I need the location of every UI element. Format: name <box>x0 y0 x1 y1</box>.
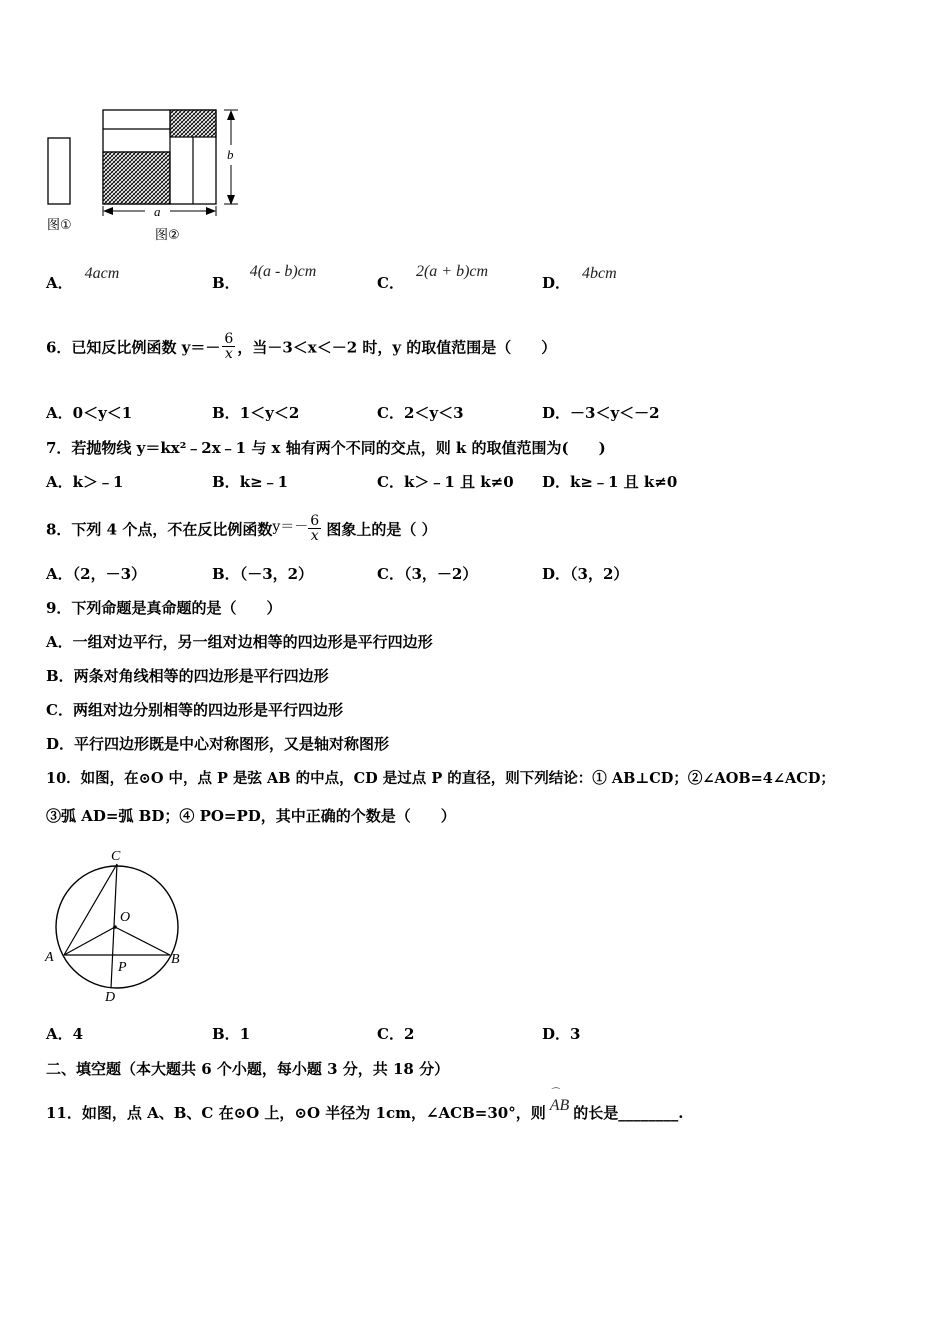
q7-option-a[interactable]: A．k＞﹣1 <box>46 473 124 491</box>
q6-option-c[interactable]: C．2＜y＜3 <box>377 404 464 422</box>
q7-stem: 7．若抛物线 y＝kx²﹣2x﹣1 与 x 轴有两个不同的交点，则 k 的取值范围为( ) <box>46 439 606 457</box>
q7-option-d[interactable]: D．k≥﹣1 且 k≠0 <box>542 473 678 491</box>
q10-option-a[interactable]: A．4 <box>46 1025 84 1043</box>
q10-option-d[interactable]: D．3 <box>542 1025 581 1043</box>
q10-circle-figure <box>40 843 190 1008</box>
fig2-hatched-bottom-left <box>103 152 170 204</box>
q9-option-c[interactable]: C．两组对边分别相等的四边形是平行四边形 <box>46 701 343 719</box>
q5-option-b[interactable]: B．4(a - b)cm <box>212 263 317 292</box>
q8-option-d[interactable]: D．（3，2） <box>542 565 629 583</box>
label-d: D <box>105 990 116 1005</box>
fig2-label: 图② <box>155 228 180 243</box>
q9-stem: 9．下列命题是真命题的是（ ） <box>46 599 282 617</box>
q6-stem: 6．已知反比例函数 y＝－ $\frac{6}{x}$ ，当－3＜x＜－2 时，y 的取值范围是（ ） <box>46 331 557 362</box>
label-c: C <box>111 849 121 864</box>
arc-ab-label: AB <box>549 1097 570 1114</box>
fig1-rectangle <box>48 138 70 204</box>
q8-option-c[interactable]: C．（3，－2） <box>377 565 478 583</box>
q5-option-a[interactable]: A．4acm <box>46 265 120 292</box>
q10-option-c[interactable]: C．2 <box>377 1025 415 1043</box>
q11-stem: 11．如图，点 A、B、C 在⊙O 上，⊙O 半径为 1cm，∠ACB=30°，则 ⌒ AB 的长是________. <box>46 1087 684 1122</box>
q10-stem-line1: 10．如图，在⊙O 中，点 P 是弦 AB 的中点，CD 是过点 P 的直径，则下列结论：① AB⊥CD；②∠AOB=4∠ACD； <box>46 770 835 787</box>
q6-option-a[interactable]: A．0＜y＜1 <box>46 404 133 422</box>
label-b: B <box>171 952 180 967</box>
dim-a-label: a <box>154 204 161 219</box>
q8-option-b[interactable]: B．（－3，2） <box>212 565 314 583</box>
q6-option-b[interactable]: B．1＜y＜2 <box>212 404 300 422</box>
q9-option-a[interactable]: A．一组对边平行，另一组对边相等的四边形是平行四边形 <box>46 633 433 651</box>
fig2-hatched-top-right <box>170 110 216 137</box>
q10-stem-line2: ③弧 AD=弧 BD；④ PO=PD，其中正确的个数是（ ） <box>46 807 456 825</box>
label-p: P <box>118 960 127 975</box>
q5-option-c[interactable]: C．2(a + b)cm <box>377 263 489 292</box>
q8-option-a[interactable]: A．（2，－3） <box>46 565 147 583</box>
dim-b-label: b <box>227 147 234 162</box>
q9-option-b[interactable]: B．两条对角线相等的四边形是平行四边形 <box>46 667 329 685</box>
section-2-heading: 二、填空题（本大题共 6 个小题，每小题 3 分，共 18 分） <box>46 1060 450 1078</box>
q7-option-b[interactable]: B．k≥﹣1 <box>212 473 289 491</box>
label-o: O <box>120 910 131 925</box>
label-a: A <box>45 950 54 965</box>
q5-figure <box>40 100 260 245</box>
q8-stem: 8．下列 4 个点，不在反比例函数y＝－ $\frac{6}{x}$ 图象上的是（ ） <box>46 513 437 544</box>
q5-option-d[interactable]: D．4bcm <box>542 265 617 292</box>
fig1-label: 图① <box>47 218 72 233</box>
q9-option-d[interactable]: D．平行四边形既是中心对称图形，又是轴对称图形 <box>46 735 390 753</box>
q6-option-d[interactable]: D．－3＜y＜－2 <box>542 404 660 422</box>
q7-option-c[interactable]: C．k＞﹣1 且 k≠0 <box>377 473 514 491</box>
q10-option-b[interactable]: B．1 <box>212 1025 251 1043</box>
